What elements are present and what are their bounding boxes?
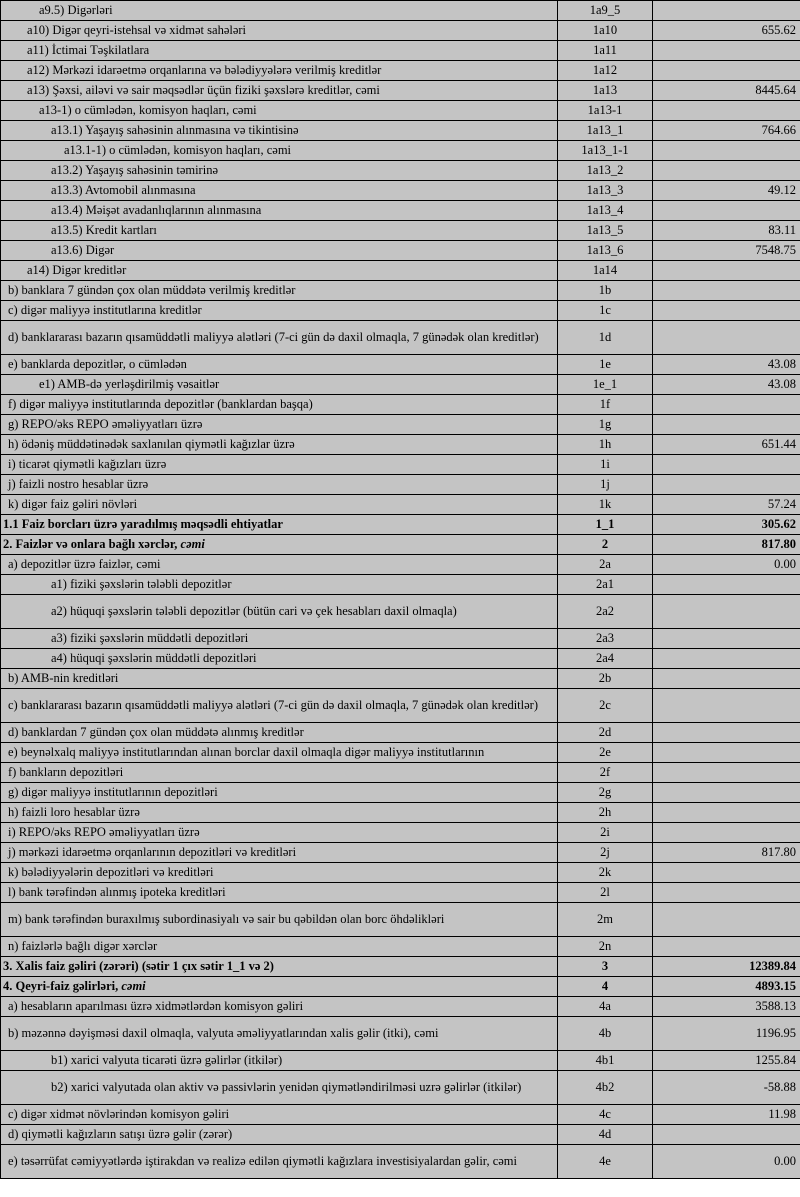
row-label: a12) Mərkəzi idarəetmə orqanlarına və bələdiyyələrə verilmiş kreditlər <box>1 61 558 81</box>
row-label: a13) Şəxsi, ailəvi və sair məqsədlər üçün fiziki şəxslərə kreditlər, cəmi <box>1 81 558 101</box>
row-code: 2 <box>558 535 653 555</box>
row-label: n) faizlərlə bağlı digər xərclər <box>1 937 558 957</box>
row-code: 1a10 <box>558 21 653 41</box>
table-row <box>1 395 800 415</box>
row-value <box>653 395 800 415</box>
row-code: 1a11 <box>558 41 653 61</box>
row-value <box>653 763 800 783</box>
row-label: a13.5) Kredit kartları <box>1 221 558 241</box>
row-label: e) təsərrüfat cəmiyyətlərdə iştirakdan və realizə edilən qiymətli kağızlara investisiyalardan gəlir, cəmi <box>1 1145 558 1179</box>
row-label: j) faizli nostro hesablar üzrə <box>1 475 558 495</box>
row-value <box>653 41 800 61</box>
row-code: 4 <box>558 977 653 997</box>
row-label: a9.5) Digərləri <box>1 1 558 21</box>
row-label: a1) fiziki şəxslərin tələbli depozitlər <box>1 575 558 595</box>
table-row <box>1 221 800 241</box>
row-code: 4b <box>558 1017 653 1051</box>
row-code: 1h <box>558 435 653 455</box>
row-code: 1i <box>558 455 653 475</box>
table-row <box>1 863 800 883</box>
row-code: 2a2 <box>558 595 653 629</box>
row-value: 817.80 <box>653 535 800 555</box>
row-code: 1c <box>558 301 653 321</box>
table-row <box>1 81 800 101</box>
table-row <box>1 555 800 575</box>
row-label: d) banklararası bazarın qısamüddətli maliyyə alətləri (7-ci gün də daxil olmaqla, 7 günədək olan kreditlər) <box>1 321 558 355</box>
table-row <box>1 1051 800 1071</box>
row-label: i) ticarət qiymətli kağızları üzrə <box>1 455 558 475</box>
table-row <box>1 1 800 21</box>
row-value <box>653 743 800 763</box>
row-code: 2f <box>558 763 653 783</box>
row-code: 1b <box>558 281 653 301</box>
row-value: 0.00 <box>653 1145 800 1179</box>
table-row <box>1 281 800 301</box>
table-row <box>1 743 800 763</box>
table-row <box>1 937 800 957</box>
table-row <box>1 261 800 281</box>
row-value <box>653 649 800 669</box>
row-label: l) bank tərəfindən alınmış ipoteka kreditləri <box>1 883 558 903</box>
row-code: 1g <box>558 415 653 435</box>
row-code: 1a13_1-1 <box>558 141 653 161</box>
row-label: c) digər maliyyə institutlarına kreditlər <box>1 301 558 321</box>
table-row <box>1 535 800 555</box>
row-label: m) bank tərəfindən buraxılmış subordinasiyalı və sair bu qəbildən olan borc öhdəlikləri <box>1 903 558 937</box>
table-row <box>1 1017 800 1051</box>
table-row <box>1 41 800 61</box>
table-row <box>1 1145 800 1179</box>
row-label: d) banklardan 7 gündən çox olan müddətə alınmış kreditlər <box>1 723 558 743</box>
table-row <box>1 321 800 355</box>
row-code: 1a13_3 <box>558 181 653 201</box>
row-label-italic: cəmi <box>121 979 146 993</box>
table-row <box>1 161 800 181</box>
row-value <box>653 863 800 883</box>
row-value: 655.62 <box>653 21 800 41</box>
row-value <box>653 1 800 21</box>
row-label: g) REPO/əks REPO əməliyyatları üzrə <box>1 415 558 435</box>
row-value: 3588.13 <box>653 997 800 1017</box>
row-label: i) REPO/əks REPO əməliyyatları üzrə <box>1 823 558 843</box>
row-label: a2) hüquqi şəxslərin tələbli depozitlər (bütün cari və çek hesabları daxil olmaqla) <box>1 595 558 629</box>
row-label: a14) Digər kreditlər <box>1 261 558 281</box>
table-row <box>1 957 800 977</box>
row-label: g) digər maliyyə institutlarının depozitləri <box>1 783 558 803</box>
table-row <box>1 1105 800 1125</box>
row-value <box>653 101 800 121</box>
row-label: e) beynəlxalq maliyyə institutlarından alınan borclar daxil olmaqla digər maliyyə institutlarının <box>1 743 558 763</box>
row-value <box>653 803 800 823</box>
table-row <box>1 823 800 843</box>
row-value <box>653 201 800 221</box>
row-code: 1a13_5 <box>558 221 653 241</box>
table-row <box>1 375 800 395</box>
table-row <box>1 141 800 161</box>
row-value <box>653 575 800 595</box>
row-value <box>653 937 800 957</box>
row-label: f) digər maliyyə institutlarında depozitlər (banklardan başqa) <box>1 395 558 415</box>
table-row <box>1 201 800 221</box>
row-code: 1k <box>558 495 653 515</box>
row-value <box>653 689 800 723</box>
table-row <box>1 629 800 649</box>
table-row <box>1 181 800 201</box>
row-value <box>653 455 800 475</box>
table-row <box>1 763 800 783</box>
row-label: b) məzənnə dəyişməsi daxil olmaqla, valyuta əməliyyatlarından xalis gəlir (itki), cəmi <box>1 1017 558 1051</box>
row-code: 2j <box>558 843 653 863</box>
row-code: 2d <box>558 723 653 743</box>
row-value <box>653 629 800 649</box>
row-code: 1e_1 <box>558 375 653 395</box>
table-row <box>1 435 800 455</box>
row-label: j) mərkəzi idarəetmə orqanlarının depozitləri və kreditləri <box>1 843 558 863</box>
row-code: 2l <box>558 883 653 903</box>
row-code: 2c <box>558 689 653 723</box>
row-code: 1a12 <box>558 61 653 81</box>
row-code: 4d <box>558 1125 653 1145</box>
row-label: k) digər faiz gəliri növləri <box>1 495 558 515</box>
row-label-italic: cəmi <box>180 537 205 551</box>
row-code: 1a9_5 <box>558 1 653 21</box>
row-value: 651.44 <box>653 435 800 455</box>
row-code: 2i <box>558 823 653 843</box>
row-code: 2k <box>558 863 653 883</box>
row-value <box>653 783 800 803</box>
row-value <box>653 903 800 937</box>
table-row <box>1 355 800 375</box>
row-value: 83.11 <box>653 221 800 241</box>
row-code: 1a13_6 <box>558 241 653 261</box>
row-code: 1a13_1 <box>558 121 653 141</box>
row-value: 0.00 <box>653 555 800 575</box>
row-code: 2g <box>558 783 653 803</box>
row-value <box>653 141 800 161</box>
row-code: 1f <box>558 395 653 415</box>
row-code: 2n <box>558 937 653 957</box>
row-label: a13.2) Yaşayış sahəsinin təmirinə <box>1 161 558 181</box>
table-row <box>1 669 800 689</box>
row-value: 1196.95 <box>653 1017 800 1051</box>
table-row <box>1 121 800 141</box>
table-row <box>1 783 800 803</box>
row-value <box>653 61 800 81</box>
row-value: 8445.64 <box>653 81 800 101</box>
row-value: 764.66 <box>653 121 800 141</box>
row-code: 4e <box>558 1145 653 1179</box>
table-row <box>1 689 800 723</box>
row-code: 1a14 <box>558 261 653 281</box>
row-value: -58.88 <box>653 1071 800 1105</box>
table-row <box>1 883 800 903</box>
row-value <box>653 415 800 435</box>
row-label: h) ödəniş müddətinədək saxlanılan qiymətli kağızlar üzrə <box>1 435 558 455</box>
table-row <box>1 475 800 495</box>
row-code: 1a13 <box>558 81 653 101</box>
row-label: a13.6) Digər <box>1 241 558 261</box>
row-label: a13.1-1) o cümlədən, komisyon haqları, cəmi <box>1 141 558 161</box>
row-code: 4b2 <box>558 1071 653 1105</box>
table-row <box>1 515 800 535</box>
row-value: 817.80 <box>653 843 800 863</box>
row-code: 2b <box>558 669 653 689</box>
row-code: 2a1 <box>558 575 653 595</box>
row-code: 2e <box>558 743 653 763</box>
row-code: 1e <box>558 355 653 375</box>
table-row <box>1 997 800 1017</box>
table-row <box>1 1125 800 1145</box>
row-code: 2a4 <box>558 649 653 669</box>
row-value: 7548.75 <box>653 241 800 261</box>
row-label: a13.4) Məişət avadanlıqlarının alınmasına <box>1 201 558 221</box>
row-value <box>653 1125 800 1145</box>
row-value <box>653 281 800 301</box>
row-label: b1) xarici valyuta ticarəti üzrə gəlirlər (itkilər) <box>1 1051 558 1071</box>
row-label: a) hesabların aparılması üzrə xidmətlərdən komisyon gəliri <box>1 997 558 1017</box>
row-value <box>653 883 800 903</box>
row-label: b2) xarici valyutada olan aktiv və passivlərin yenidən qiymətləndirilməsi uzrə gəlirlər (itkilər) <box>1 1071 558 1105</box>
table-row <box>1 455 800 475</box>
row-code: 1j <box>558 475 653 495</box>
table-row <box>1 595 800 629</box>
row-value: 49.12 <box>653 181 800 201</box>
row-label: 1.1 Faiz borcları üzrə yaradılmış məqsədli ehtiyatlar <box>1 515 558 535</box>
row-value <box>653 475 800 495</box>
row-value <box>653 301 800 321</box>
row-code: 4b1 <box>558 1051 653 1071</box>
row-label: c) banklararası bazarın qısamüddətli maliyyə alətləri (7-ci gün də daxil olmaqla, 7 günədək olan kreditlər) <box>1 689 558 723</box>
row-value <box>653 261 800 281</box>
row-code: 2h <box>558 803 653 823</box>
row-code: 2m <box>558 903 653 937</box>
table-row <box>1 495 800 515</box>
table-row <box>1 977 800 997</box>
row-label: a13-1) o cümlədən, komisyon haqları, cəmi <box>1 101 558 121</box>
row-label: a10) Digər qeyri-istehsal və xidmət sahələri <box>1 21 558 41</box>
row-value <box>653 321 800 355</box>
row-code: 3 <box>558 957 653 977</box>
row-value: 305.62 <box>653 515 800 535</box>
row-label: e1) AMB-də yerləşdirilmiş vəsaitlər <box>1 375 558 395</box>
row-label: a) depozitlər üzrə faizlər, cəmi <box>1 555 558 575</box>
table-row <box>1 101 800 121</box>
row-value <box>653 669 800 689</box>
table-row <box>1 21 800 41</box>
row-value: 12389.84 <box>653 957 800 977</box>
table-row <box>1 1071 800 1105</box>
row-value <box>653 595 800 629</box>
row-label: b) AMB-nin kreditləri <box>1 669 558 689</box>
row-label: f) bankların depozitləri <box>1 763 558 783</box>
report-table-body <box>1 1 800 1179</box>
row-code: 4c <box>558 1105 653 1125</box>
row-label: a13.3) Avtomobil alınmasına <box>1 181 558 201</box>
row-value: 43.08 <box>653 355 800 375</box>
table-row <box>1 723 800 743</box>
row-label: k) bələdiyyələrin depozitləri və kreditləri <box>1 863 558 883</box>
row-label: a4) hüquqi şəxslərin müddətli depozitləri <box>1 649 558 669</box>
table-row <box>1 803 800 823</box>
row-code: 1a13-1 <box>558 101 653 121</box>
row-code: 2a3 <box>558 629 653 649</box>
row-label: 3. Xalis faiz gəliri (zərəri) (sətir 1 çıx sətir 1_1 və 2) <box>1 957 558 977</box>
row-value: 11.98 <box>653 1105 800 1125</box>
table-row <box>1 843 800 863</box>
row-value <box>653 823 800 843</box>
row-label: e) banklarda depozitlər, o cümlədən <box>1 355 558 375</box>
table-row <box>1 301 800 321</box>
table-row <box>1 649 800 669</box>
row-value: 1255.84 <box>653 1051 800 1071</box>
table-row <box>1 241 800 261</box>
row-code: 1d <box>558 321 653 355</box>
row-code: 2a <box>558 555 653 575</box>
row-value: 43.08 <box>653 375 800 395</box>
row-label: 4. Qeyri-faiz gəlirləri, cəmi <box>1 977 558 997</box>
table-row <box>1 415 800 435</box>
table-row <box>1 61 800 81</box>
row-label: a3) fiziki şəxslərin müddətli depozitləri <box>1 629 558 649</box>
row-code: 1a13_4 <box>558 201 653 221</box>
row-label: 2. Faizlər və onlara bağlı xərclər, cəmi <box>1 535 558 555</box>
row-value <box>653 723 800 743</box>
row-label: c) digər xidmət növlərindən komisyon gəliri <box>1 1105 558 1125</box>
row-code: 4a <box>558 997 653 1017</box>
row-value: 57.24 <box>653 495 800 515</box>
row-label: a13.1) Yaşayış sahəsinin alınmasına və tikintisinə <box>1 121 558 141</box>
row-value: 4893.15 <box>653 977 800 997</box>
row-label: b) banklara 7 gündən çox olan müddətə verilmiş kreditlər <box>1 281 558 301</box>
table-row <box>1 903 800 937</box>
row-label: a11) İctimai Təşkilatlara <box>1 41 558 61</box>
row-label: h) faizli loro hesablar üzrə <box>1 803 558 823</box>
table-row <box>1 575 800 595</box>
row-value <box>653 161 800 181</box>
row-label: d) qiymətli kağızların satışı üzrə gəlir (zərər) <box>1 1125 558 1145</box>
row-code: 1_1 <box>558 515 653 535</box>
row-code: 1a13_2 <box>558 161 653 181</box>
